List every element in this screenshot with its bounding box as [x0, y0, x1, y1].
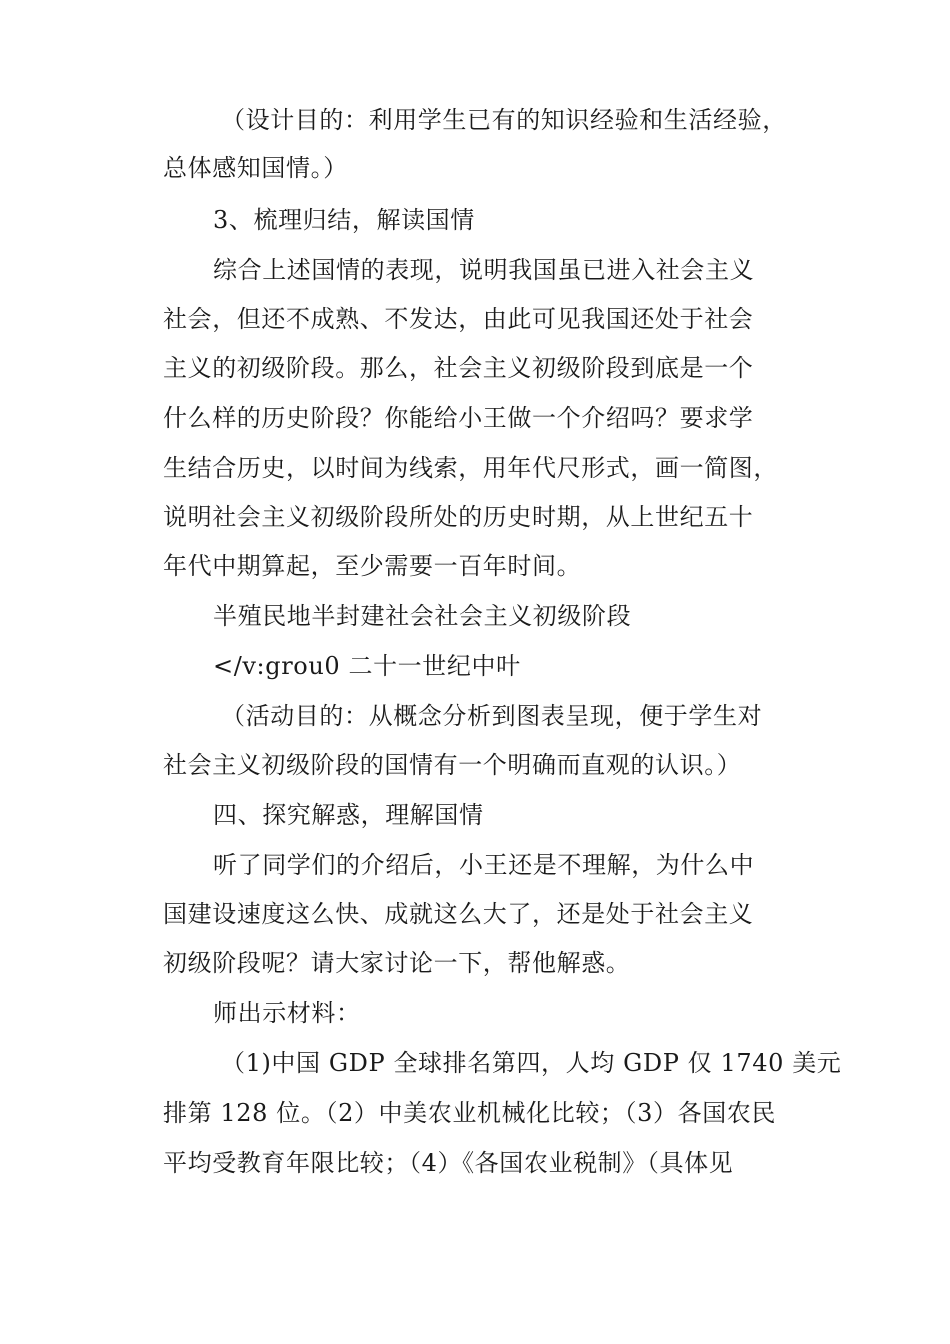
text-line: 师出示材料：: [213, 999, 361, 1027]
text-line: 听了同学们的介绍后，小王还是不理解，为什么中: [213, 851, 755, 879]
text-line: 年代中期算起，至少需要一百年时间。: [163, 552, 582, 580]
text-line: 排第 128 位。（2）中美农业机械化比较；（3）各国农民: [163, 1099, 777, 1127]
text-line: （设计目的：利用学生已有的知识经验和生活经验，: [221, 106, 787, 134]
text-line: 什么样的历史阶段？你能给小王做一个介绍吗？要求学: [163, 404, 754, 432]
text-line: 总体感知国情。）: [163, 154, 348, 182]
text-line: 国建设速度这么快、成就这么大了，还是处于社会主义: [163, 900, 754, 928]
text-line: 平均受教育年限比较；（4）《各国农业税制》（具体见: [163, 1149, 734, 1177]
text-line: 生结合历史，以时间为线索，用年代尺形式，画一简图，: [163, 454, 778, 482]
text-line: （活动目的：从概念分析到图表呈现，便于学生对: [221, 702, 763, 730]
text-line: 社会，但还不成熟、不发达，由此可见我国还处于社会: [163, 305, 754, 333]
section-heading: 3、梳理归结，解读国情: [213, 206, 475, 234]
text-line: （1)中国 GDP 全球排名第四，人均 GDP 仅 1740 美元: [221, 1049, 842, 1077]
text-line: </v:grou0 二十一世纪中叶: [213, 652, 521, 680]
text-line: 主义的初级阶段。那么，社会主义初级阶段到底是一个: [163, 354, 754, 382]
text-line: 综合上述国情的表现，说明我国虽已进入社会主义: [213, 256, 755, 284]
text-line: 半殖民地半封建社会社会主义初级阶段: [213, 602, 632, 630]
text-line: 初级阶段呢？请大家讨论一下，帮他解惑。: [163, 949, 631, 977]
text-line: 说明社会主义初级阶段所处的历史时期，从上世纪五十: [163, 503, 754, 531]
text-line: 社会主义初级阶段的国情有一个明确而直观的认识。）: [163, 751, 742, 779]
section-heading: 四、探究解惑，理解国情: [213, 801, 484, 829]
